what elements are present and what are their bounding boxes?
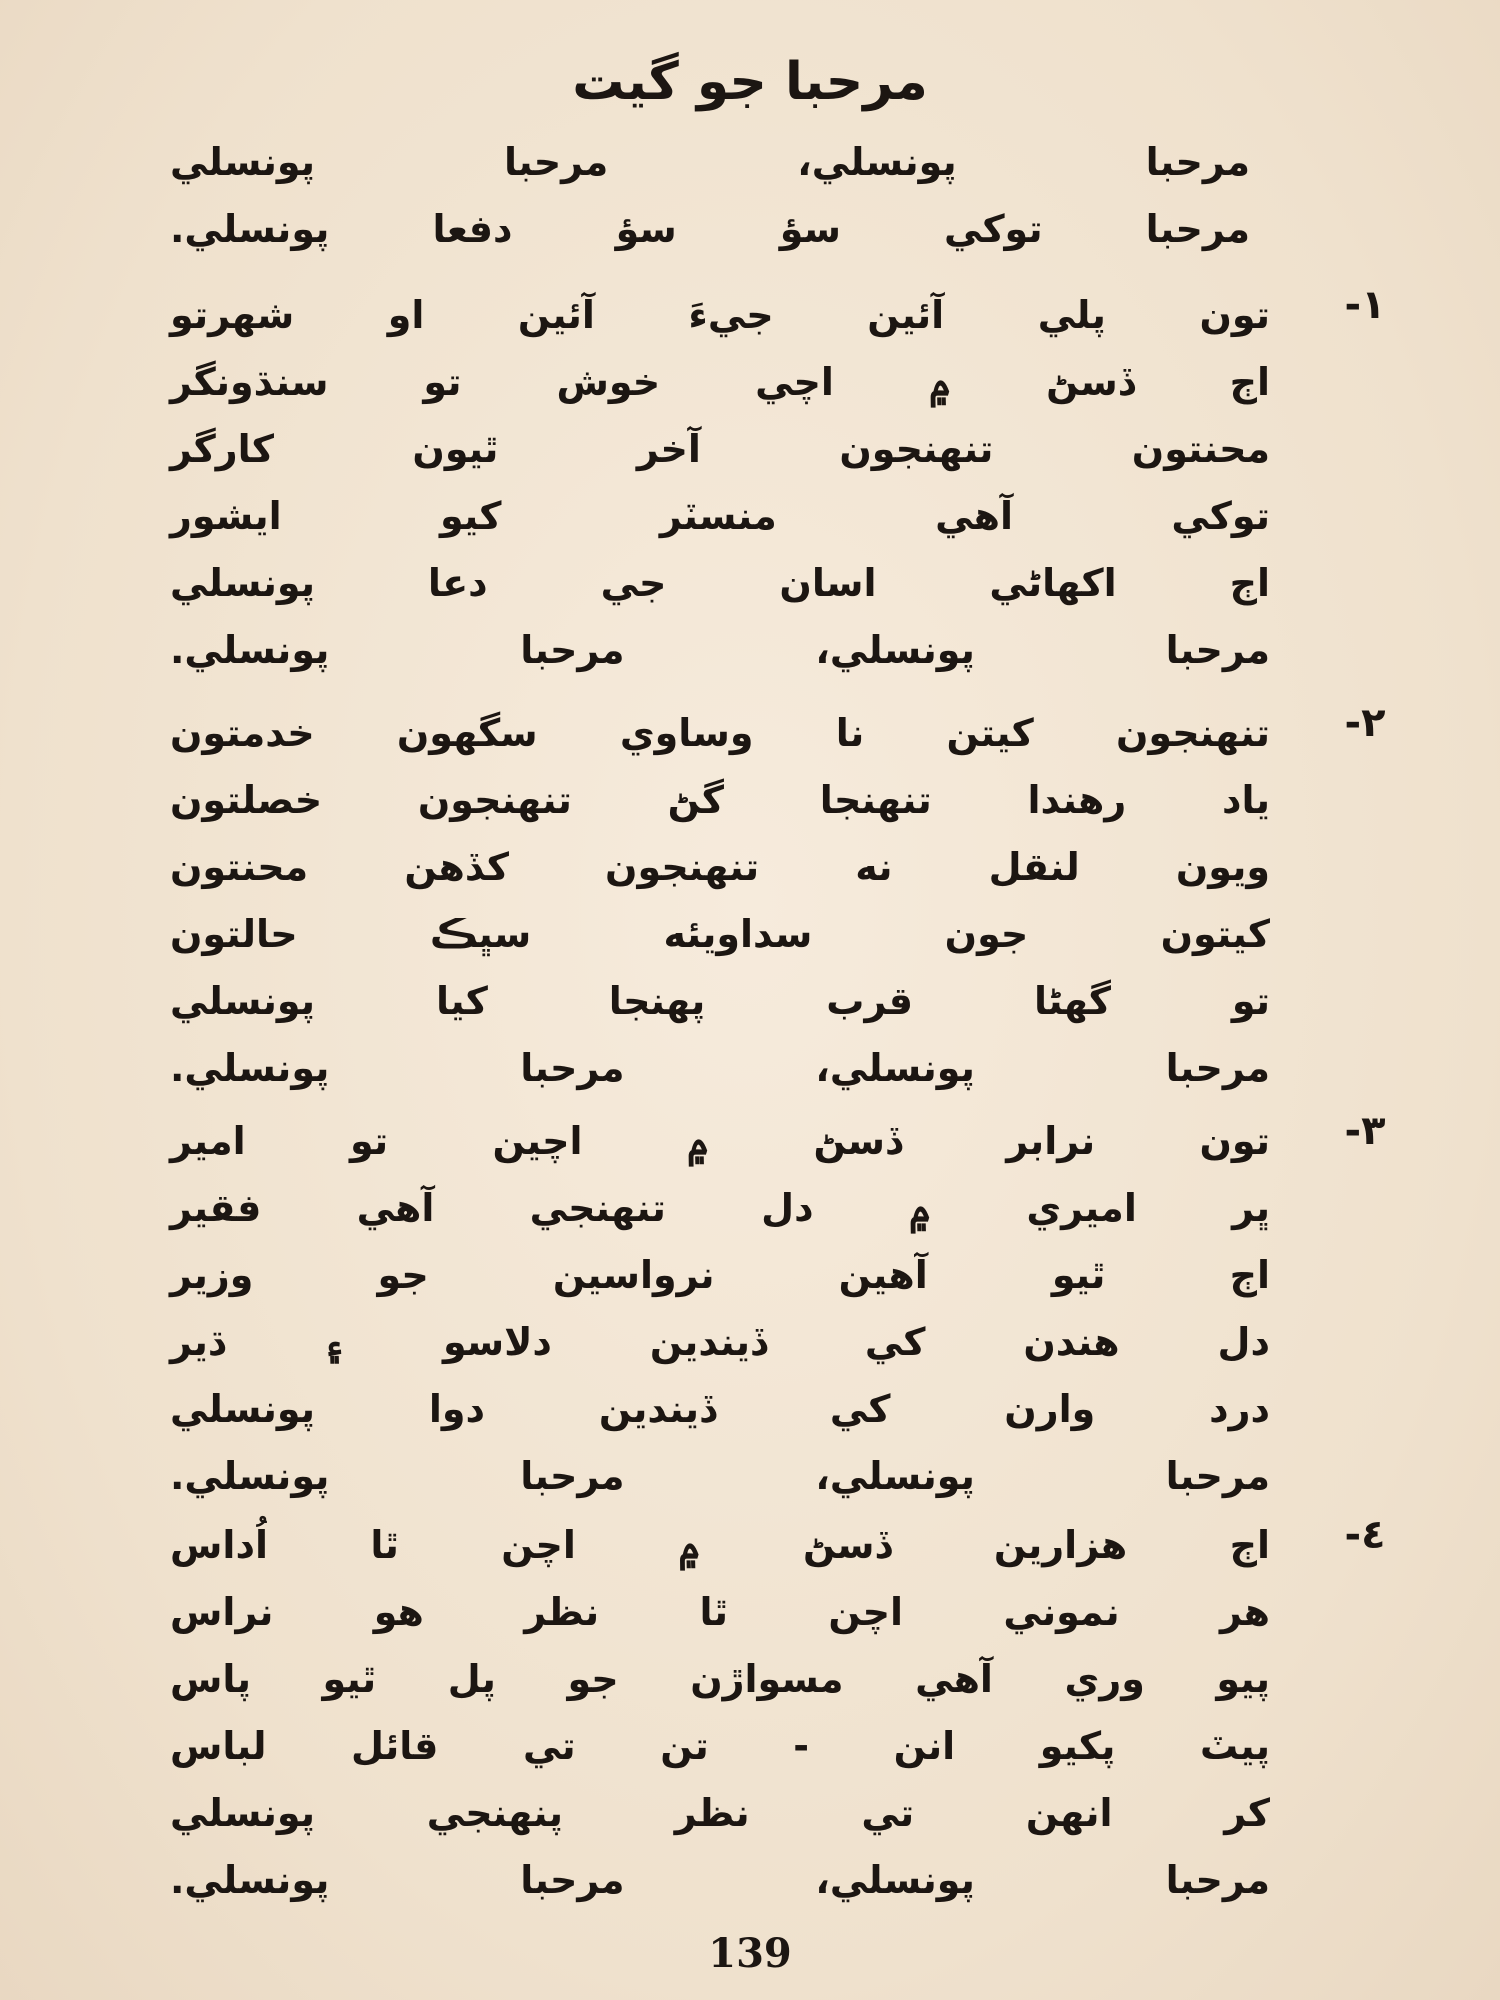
stanza-4	[170, 1512, 1386, 1914]
verse-line: مرحبا پونسلي، مرحبا پونسلي.	[170, 1454, 1270, 1498]
verse-line: پيو وري آهي مسواڙن جو پل ٿيو پاس	[170, 1657, 1270, 1701]
verse-line: ويون لنقل نه تنهنجون کڏهن محنتون	[170, 845, 1270, 889]
verse-line: مرحبا پونسلي، مرحبا پونسلي.	[170, 1858, 1270, 1902]
verse-line: کيتون جون سداويئه سڀڪ حالتون	[170, 912, 1270, 956]
refrain-line-1: مرحبا پونسلي، مرحبا پونسلي	[170, 140, 1250, 184]
verse-line: تو گهڻا قرب پهنجا کيا پونسلي	[170, 979, 1270, 1023]
verse-line: توکي آهي منسٽر کيو ايشور	[170, 494, 1270, 538]
verse-line: کر انهن تي نظر پنهنجي پونسلي	[170, 1791, 1270, 1835]
verse-line: درد وارن کي ڏيندين دوا پونسلي	[170, 1387, 1270, 1431]
stanza-number: ٢-	[1344, 700, 1386, 746]
verse-line: تون نرابر ڏسڻ ۾ اچين تو امير	[170, 1119, 1270, 1163]
verse-line: مرحبا پونسلي، مرحبا پونسلي.	[170, 628, 1270, 672]
verse-line: دل هندن کي ڏيندين دلاسو ۽ ڌير	[170, 1320, 1270, 1364]
stanza-number: ١-	[1344, 282, 1386, 328]
stanza-number: ٤-	[1344, 1512, 1386, 1558]
verse-line: تون پلي آئين جيءَ آئين او شهرتو	[170, 293, 1270, 337]
verse-line: تنهنجون کيتن نا وساوي سگهون خدمتون	[170, 711, 1270, 755]
verse-line: اڄ هزارين ڏسڻ ۾ اچن ٿا اُداس	[170, 1523, 1270, 1567]
refrain-line-2: مرحبا توکي سؤ سؤ دفعا پونسلي.	[170, 207, 1250, 251]
page-title: مرحبا جو گيت	[572, 52, 928, 112]
verse-line: اڄ ٿيو آهين نرواسين جو وزير	[170, 1253, 1270, 1297]
verse-line: محنتون تنهنجون آخر ٿيون کارگر	[170, 427, 1270, 471]
verse-line: اڄ اکهاڻي اسان جي دعا پونسلي	[170, 561, 1270, 605]
stanza-3	[170, 1108, 1386, 1510]
verse-line: پيٽ پکيو انن - تن تي قائل لباس	[170, 1724, 1270, 1768]
verse-line: مرحبا پونسلي، مرحبا پونسلي.	[170, 1046, 1270, 1090]
stanza-number: ٣-	[1344, 1108, 1386, 1154]
stanza-2	[170, 700, 1386, 1102]
verse-line: هر نموني اچن ٿا نظر هو نراس	[170, 1590, 1270, 1634]
verse-line: ڀر اميري ۾ دل تنهنجي آهي فقير	[170, 1186, 1270, 1230]
verse-line: اڄ ڏسڻ ۾ اچي خوش تو سنڌونگر	[170, 360, 1270, 404]
stanza-1	[170, 282, 1386, 684]
verse-line: ياد رهندا تنهنجا گڻ تنهنجون خصلتون	[170, 778, 1270, 822]
page-number: 139	[708, 1930, 792, 1977]
